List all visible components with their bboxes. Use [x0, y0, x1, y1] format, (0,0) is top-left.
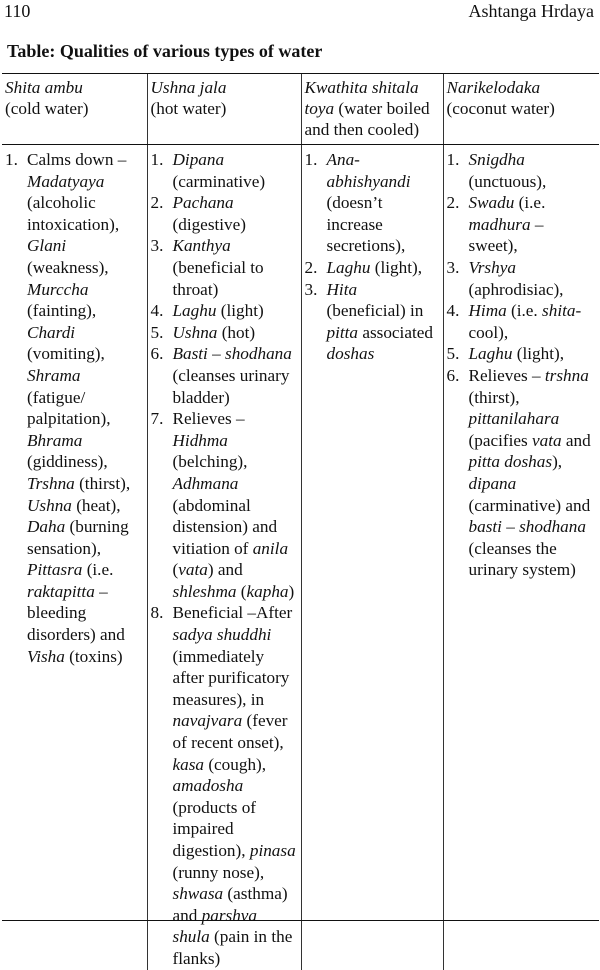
item-text: Basti – shodhana (cleanses urinary bladder): [172, 344, 292, 407]
list-item: [302, 257, 443, 279]
list-item: [148, 235, 301, 300]
item-text: Vrshya (aphrodisiac),: [468, 257, 564, 299]
list-item: [444, 300, 600, 343]
item-text: Ushna (hot): [172, 322, 256, 342]
item-text: Pachana (digestive): [172, 193, 247, 234]
item-number: 4.: [446, 301, 460, 321]
item-number: 2.: [304, 257, 318, 277]
column-header-narikelodaka: [443, 74, 599, 145]
column-name: Ushna jala: [150, 78, 227, 97]
item-number: 6.: [446, 365, 460, 385]
item-text: Ana-abhishyandi (doesn’t increase secretions),: [326, 150, 411, 256]
item-text: Dipana (carminative): [172, 150, 266, 191]
item-number: 1.: [5, 150, 18, 169]
qualities-list: [148, 149, 301, 970]
item-number: 6.: [150, 344, 164, 364]
list-item: [148, 149, 301, 192]
item-number: 7.: [150, 409, 164, 429]
list-item: [148, 322, 301, 344]
item-number: 1.: [150, 150, 164, 169]
item-number: 3.: [150, 236, 164, 256]
item-text: Hita (beneficial) in pitta associated doshas: [326, 279, 433, 364]
column-header-kwathita: [301, 74, 443, 145]
item-number: 3.: [304, 279, 318, 299]
item-text: Snigdha (unctuous),: [468, 150, 547, 191]
list-item: [302, 149, 443, 257]
cell-kwathita: [301, 145, 443, 970]
column-subtitle: (hot water): [150, 99, 227, 118]
water-qualities-table: [2, 73, 599, 970]
item-number: 4.: [150, 301, 164, 321]
item-text: Laghu (light),: [326, 257, 422, 277]
list-item: [148, 192, 301, 235]
item-text: Calms down – Madatyaya (alcoholic intoxication), Glani (weakness), Murccha (fainting), Chardi (vomiting), Shrama (fatigue/ palpitation), Bhrama (giddiness), Trshna (thirst), Ushna (heat), Daha (burning sensation), Pittasra (i.e. raktapitta – bleeding disorders) and Visha (toxins): [27, 150, 131, 666]
cell-narikelodaka: [443, 145, 599, 970]
list-item: [444, 257, 600, 300]
cell-ushna-jala: [147, 145, 301, 970]
item-number: 8.: [150, 603, 164, 623]
item-text: Swadu (i.e. madhura – sweet),: [468, 193, 546, 256]
item-number: 2.: [150, 193, 164, 213]
page-header: [4, 1, 594, 23]
list-item: [444, 365, 600, 581]
item-text: Relieves – Hidhma (belching), Adhmana (abdominal distension) and vitiation of anila (vata) and shleshma (kapha): [172, 409, 295, 601]
list-item: [148, 343, 301, 408]
table-bottom-rule: [2, 920, 599, 921]
list-item: [302, 279, 443, 365]
item-number: 1.: [304, 150, 318, 169]
item-text: Kanthya (beneficial to throat): [172, 236, 264, 299]
column-subtitle: (cold water): [5, 99, 89, 118]
column-name: Kwathita shitala toya: [304, 78, 419, 118]
list-item: [148, 300, 301, 322]
list-item: [444, 149, 600, 192]
table-body-row: [2, 145, 599, 970]
table-title: Table: Qualities of various types of water: [7, 41, 323, 61]
item-number: 5.: [150, 322, 164, 342]
qualities-list: [302, 149, 443, 365]
qualities-list: [2, 149, 147, 667]
list-item: [2, 149, 147, 667]
qualities-list: [444, 149, 600, 581]
column-subtitle: (water boiled and then cooled): [304, 99, 430, 139]
cell-shita-ambu: [2, 145, 147, 970]
item-number: 2.: [446, 193, 460, 213]
column-name: Shita ambu: [5, 78, 83, 97]
list-item: [444, 192, 600, 257]
list-item: [148, 408, 301, 602]
item-number: 5.: [446, 344, 460, 364]
column-header-shita-ambu: [2, 74, 147, 145]
item-number: 3.: [446, 257, 460, 277]
column-name: Narikelodaka: [446, 78, 541, 97]
item-text: Relieves – trshna (thirst), pittanilahara (pacifies vata and pitta doshas), dipana (carminative) and basti – shodhana (cleanses the urinary system): [468, 365, 591, 580]
list-item: [148, 602, 301, 969]
item-text: Laghu (light),: [468, 344, 564, 364]
item-text: Laghu (light): [172, 301, 264, 321]
column-subtitle: (coconut water): [446, 99, 555, 118]
page-number: 110: [4, 1, 31, 21]
item-text: Beneficial –After sadya shuddhi (immediately after purificatory measures), in navajvara (fever of recent onset), kasa (cough), amadosha (products of impaired digestion), pinasa (runny nose), shwasa (asthma) and parshva shula (pain in the flanks): [172, 603, 296, 968]
list-item: [444, 343, 600, 365]
item-number: 1.: [446, 150, 460, 169]
table-header-row: [2, 74, 599, 145]
running-head: Ashtanga Hrdaya: [468, 1, 594, 21]
column-header-ushna-jala: [147, 74, 301, 145]
item-text: Hima (i.e. shita-cool),: [468, 301, 582, 342]
